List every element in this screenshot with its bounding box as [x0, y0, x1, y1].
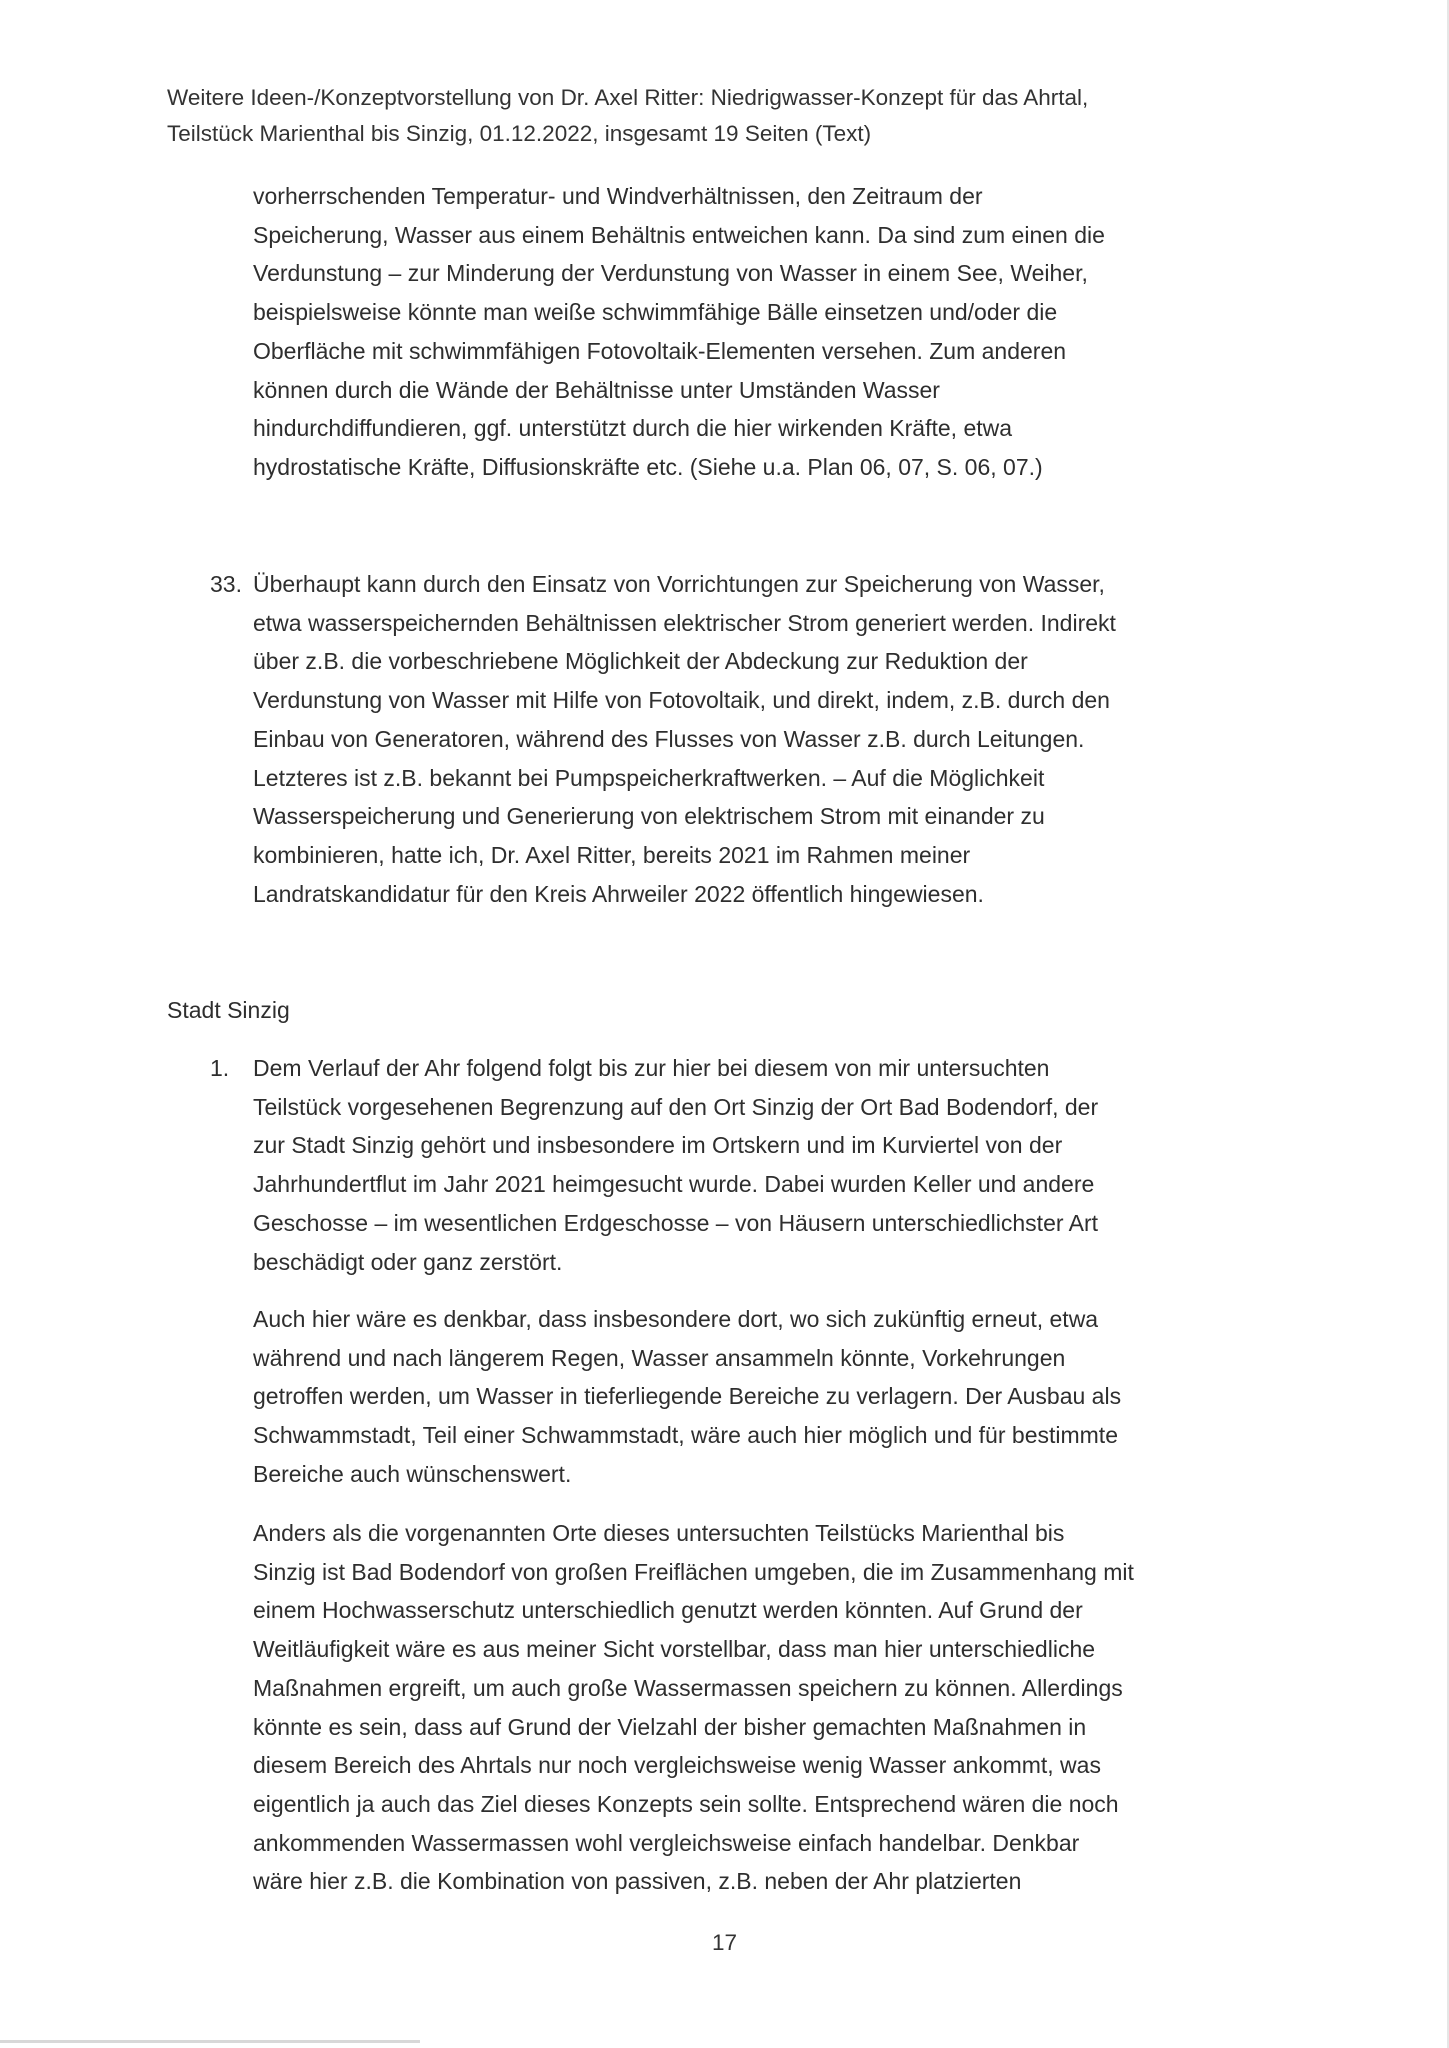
- text-line: beispielsweise könnte man weiße schwimmfähige Bälle einsetzen und/oder die: [253, 299, 1058, 326]
- text-line: Speicherung, Wasser aus einem Behältnis entweichen kann. Da sind zum einen die: [253, 221, 1105, 248]
- text-line: kombinieren, hatte ich, Dr. Axel Ritter, bereits 2021 im Rahmen meiner: [253, 841, 971, 868]
- text-line: Geschosse – im wesentlichen Erdgeschosse – von Häusern unterschiedlichster Art: [253, 1209, 1099, 1236]
- text-line: Oberfläche mit schwimmfähigen Fotovoltaik-Elementen versehen. Zum anderen: [253, 337, 1067, 364]
- text-line: Jahrhundertflut im Jahr 2021 heimgesucht wurde. Dabei wurden Keller und andere: [253, 1171, 1095, 1198]
- header-line-2: Teilstück Marienthal bis Sinzig, 01.12.2022, insgesamt 19 Seiten (Text): [167, 121, 872, 146]
- text-line: wäre hier z.B. die Kombination von passiven, z.B. neben der Ahr platzierten: [253, 1868, 1022, 1895]
- text-line: können durch die Wände der Behältnisse unter Umständen Wasser: [253, 376, 940, 403]
- text-line: ankommenden Wassermassen wohl vergleichsweise einfach handelbar. Denkbar: [253, 1829, 1080, 1856]
- continuation-paragraph: [253, 177, 1105, 487]
- text-line: Bereiche auch wünschenswert.: [253, 1460, 572, 1487]
- text-line: Wasserspeicherung und Generierung von elektrischem Strom mit einander zu: [253, 803, 1045, 830]
- text-line: Dem Verlauf der Ahr folgend folgt bis zur hier bei diesem von mir untersuchten: [253, 1055, 1050, 1081]
- text-line: Einbau von Generatoren, während des Flusses von Wasser z.B. durch Leitungen.: [253, 725, 1085, 752]
- text-line: Sinzig ist Bad Bodendorf von großen Freiflächen umgeben, die im Zusammenhang mit: [253, 1558, 1134, 1585]
- text-line: Anders als die vorgenannten Orte dieses untersuchten Teilstücks Marienthal bis: [253, 1520, 1065, 1546]
- list-number-1: 1.: [210, 1055, 230, 1081]
- text-line: über z.B. die vorbeschriebene Möglichkeit der Abdeckung zur Reduktion der: [253, 648, 1028, 675]
- text-line: diesem Bereich des Ahrtals nur noch vergleichsweise wenig Wasser ankommt, was: [253, 1752, 1101, 1779]
- text-line: könnte es sein, dass auf Grund der Vielzahl der bisher gemachten Maßnahmen in: [253, 1713, 1087, 1740]
- scan-bottom-mark: [0, 2040, 420, 2043]
- text-line: getroffen werden, um Wasser in tieferliegende Bereiche zu verlagern. Der Ausbau als: [253, 1383, 1122, 1410]
- text-line: Verdunstung – zur Minderung der Verdunstung von Wasser in einem See, Weiher,: [253, 260, 1088, 287]
- text-line: einem Hochwasserschutz unterschiedlich genutzt werden könnten. Auf Grund der: [253, 1597, 1083, 1624]
- text-line: beschädigt oder ganz zerstört.: [253, 1248, 563, 1275]
- text-line: Auch hier wäre es denkbar, dass insbesondere dort, wo sich zukünftig erneut, etwa: [253, 1306, 1099, 1332]
- text-line: hindurchdiffundieren, ggf. unterstützt durch die hier wirkenden Kräfte, etwa: [253, 415, 1013, 442]
- page-number: 17: [711, 1930, 738, 1955]
- text-line: Letzteres ist z.B. bekannt bei Pumpspeicherkraftwerken. – Auf die Möglichkeit: [253, 764, 1045, 791]
- page-header: [167, 80, 1317, 152]
- text-line: eigentlich ja auch das Ziel dieses Konzepts sein sollte. Entsprechend wären die noch: [253, 1790, 1119, 1817]
- text-line: Verdunstung von Wasser mit Hilfe von Fotovoltaik, und direkt, indem, z.B. durch den: [253, 687, 1110, 714]
- text-line: vorherrschenden Temperatur- und Windverhältnissen, den Zeitraum der: [253, 183, 983, 209]
- text-line: etwa wasserspeichernden Behältnissen elektrischer Strom generiert werden. Indirekt: [253, 609, 1116, 636]
- text-line: Überhaupt kann durch den Einsatz von Vorrichtungen zur Speicherung von Wasser,: [253, 571, 1105, 597]
- text-line: Maßnahmen ergreift, um auch große Wassermassen speichern zu können. Allerdings: [253, 1674, 1123, 1701]
- text-line: hydrostatische Kräfte, Diffusionskräfte etc. (Siehe u.a. Plan 06, 07, S. 06, 07.): [253, 453, 1043, 480]
- text-line: zur Stadt Sinzig gehört und insbesondere im Ortskern und im Kurviertel von der: [253, 1132, 1063, 1159]
- list-number-33: 33.: [210, 571, 242, 597]
- list-item-1-paragraph-3: [253, 1514, 1134, 1901]
- list-item-33: [253, 565, 1116, 913]
- section-heading: Stadt Sinzig: [167, 997, 290, 1023]
- text-line: Teilstück vorgesehenen Begrenzung auf den Ort Sinzig der Ort Bad Bodendorf, der: [253, 1093, 1099, 1120]
- list-item-1-paragraph-1: [253, 1049, 1098, 1281]
- text-line: Weitläufigkeit wäre es aus meiner Sicht vorstellbar, dass man hier unterschiedliche: [253, 1636, 1096, 1663]
- text-line: während und nach längerem Regen, Wasser ansammeln könnte, Vorkehrungen: [253, 1344, 1066, 1371]
- text-line: Landratskandidatur für den Kreis Ahrweiler 2022 öffentlich hingewiesen.: [253, 880, 984, 907]
- list-item-1-paragraph-2: [253, 1300, 1121, 1494]
- header-line-1: Weitere Ideen-/Konzeptvorstellung von Dr. Axel Ritter: Niedrigwasser-Konzept für das Ahrtal,: [167, 85, 1089, 110]
- text-line: Schwammstadt, Teil einer Schwammstadt, wäre auch hier möglich und für bestimmte: [253, 1422, 1118, 1449]
